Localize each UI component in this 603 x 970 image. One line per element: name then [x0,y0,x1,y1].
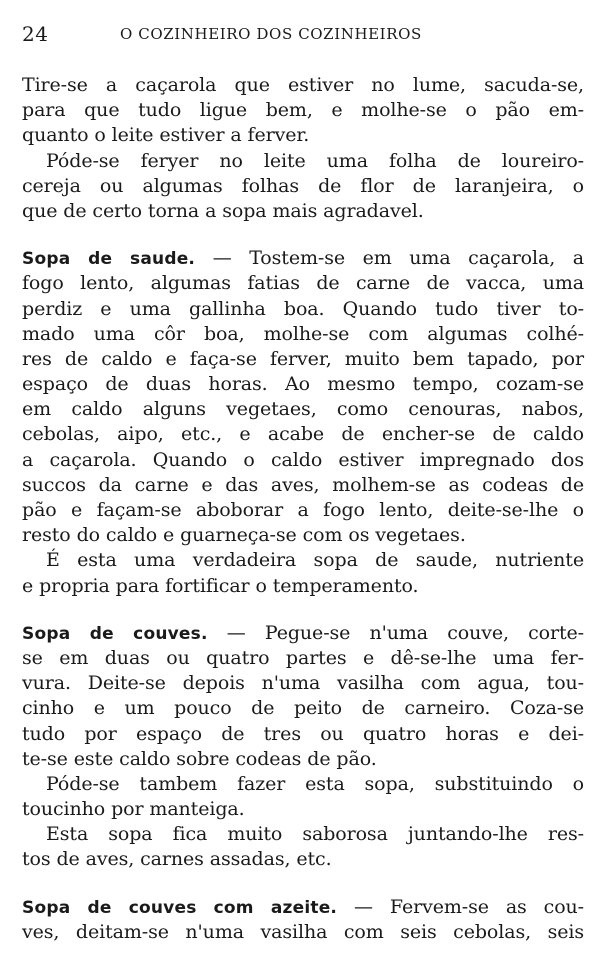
text-line: É esta uma verdadeira sopa de saude, nutriente [46,549,584,572]
page-number: 24 [22,22,49,46]
text-line: succos da carne e das aves, molhem-se as codeas de [22,473,584,496]
text-line: Tire-se a caçarola que estiver no lume, sacuda-se, [22,74,584,96]
text-line: a caçarola. Quando o caldo estiver impregnado dos [22,448,584,471]
text-line: para que tudo ligue bem, e molhe-se o pão em- [22,99,584,122]
section-gap [22,224,584,246]
text-line: Póde-se tambem fazer esta sopa, substituindo o [46,772,584,795]
text-line: quanto o leite estiver a ferver. [22,124,310,147]
text-line: em caldo alguns vegetaes, como cenouras, nabos, [22,398,584,421]
section-gap [22,873,584,895]
recipe-first-line [22,246,584,271]
text-span: — Pegue-se n'uma couve, corte- [207,621,584,644]
text-line: mado uma côr boa, molhe-se com algumas colhé- [22,322,584,345]
text-line: te-se este caldo sobre codeas de pão. [22,747,377,770]
text-line: pão e façam-se aboborar a fogo lento, deite-se-lhe o [22,499,584,521]
text-line: toucinho por manteiga. [22,798,245,821]
text-span: — Fervem-se as cou- [337,895,584,918]
text-line: tos de aves, carnes assadas, etc. [22,848,332,871]
text-line: espaço de duas horas. Ao mesmo tempo, cozam-se [22,373,584,396]
text-line: Esta sopa fica muito saborosa juntando-lhe res- [46,823,584,846]
text-line: tudo por espaço de tres ou quatro horas e dei- [22,722,584,745]
text-line: cereja ou algumas folhas de flor de laranjeira, o [22,174,584,197]
text-line: que de certo torna a sopa mais agradavel. [22,199,424,222]
text-line: ves, deitam-se n'uma vasilha com seis cebolas, seis [22,920,584,943]
text-line: se em duas ou quatro partes e dê-se-lhe uma fer- [22,646,584,669]
recipe-first-line [22,895,584,920]
text-line: Póde-se feryer no leite uma folha de loureiro- [46,149,584,172]
text-span: — Tostem-se em uma caçarola, a [195,247,584,270]
text-line: cebolas, aipo, etc., e acabe de encher-se de caldo [22,423,584,446]
recipe-heading: Sopa de couves. [22,623,208,644]
recipe-heading: Sopa de couves com azeite. [22,897,338,918]
text-line: resto do caldo e guarneça-se com os vegetaes. [22,524,466,547]
section-gap [22,599,584,621]
text-line: res de caldo e faça-se ferver, muito bem tapado, por [22,347,584,370]
text-line: perdiz e uma gallinha boa. Quando tudo tiver to- [22,297,584,320]
text-line: e propria para fortificar o temperamento. [22,574,419,597]
text-line: vura. Deite-se depois n'uma vasilha com agua, tou- [22,672,584,695]
running-title: O COZINHEIRO DOS COZINHEIROS [120,25,422,43]
text-line: fogo lento, algumas fatias de carne de vacca, uma [22,272,584,295]
text-line: cinho e um pouco de peito de carneiro. Coza-se [22,697,584,720]
body-text [22,73,584,945]
page-header [20,22,580,48]
recipe-heading: Sopa de saude. [22,249,196,270]
recipe-first-line [22,621,584,646]
